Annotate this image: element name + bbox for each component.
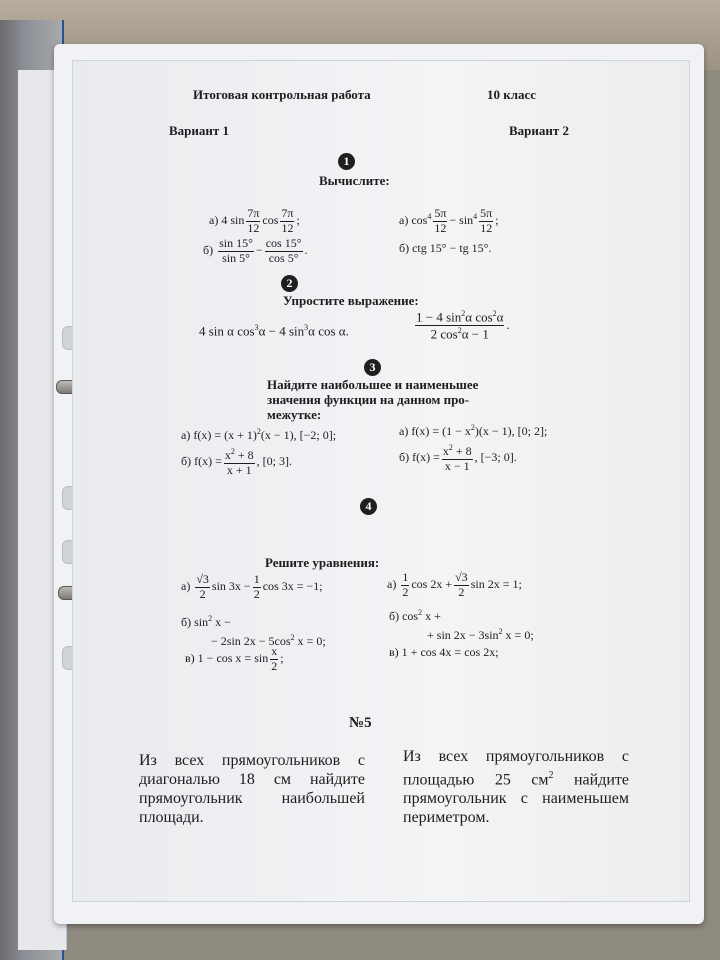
denominator: x − 1 (442, 459, 473, 474)
task-4-heading: Решите уравнения: (265, 555, 380, 570)
worksheet-title: Итоговая контрольная работа (193, 87, 371, 102)
expr-text: , [−3; 0]. (474, 450, 517, 465)
exponent: 3 (304, 323, 309, 332)
expr-text: ; (495, 213, 499, 228)
exponent: 3 (254, 323, 259, 332)
task-4-v2-c (389, 645, 499, 660)
task-number-4: 4 (360, 498, 377, 515)
numerator: √3 (455, 570, 468, 584)
task-number-3: 3 (364, 359, 381, 376)
expr-text: x = 0; (505, 628, 534, 642)
item-label: б) (181, 615, 192, 629)
expr-text: cos 2x + (411, 577, 453, 592)
expr-text: cos (402, 609, 419, 623)
expr-text: , [0; 3]. (256, 454, 292, 469)
expr-text: − (255, 243, 263, 258)
fraction (433, 207, 447, 236)
denominator: 2 (195, 587, 210, 602)
task-5-v2-text (403, 747, 629, 827)
task-1-v1-a (209, 207, 300, 236)
variant-2-label: Вариант 2 (509, 123, 570, 138)
fraction (246, 207, 260, 236)
exponent: 2 (208, 614, 213, 623)
grade-label: 10 класс (487, 87, 537, 102)
item-label: а) (209, 213, 219, 228)
numerator: 7π (281, 206, 294, 220)
task-1-v2-a (399, 207, 499, 236)
expr-text: + 8 (237, 448, 254, 462)
equation-line (181, 611, 326, 630)
expr-text: x (224, 448, 231, 462)
exponent: 2 (230, 447, 235, 456)
expr-text: sin 3x − (211, 579, 251, 594)
task-4-v1-a (181, 573, 323, 602)
expr-text: cos (411, 213, 428, 228)
expr-text: sin 2x = 1; (470, 577, 522, 592)
exponent: 2 (470, 423, 475, 432)
expr-text: α cos α. (308, 323, 349, 339)
worksheet-page (72, 60, 690, 902)
variant-1-label: Вариант 1 (169, 123, 230, 138)
denominator: 2 (402, 584, 409, 599)
expr-text: найдите прямоугольник с наименьшем периметром. (403, 771, 629, 827)
expr-text: . (506, 316, 510, 332)
item-label: а) (399, 213, 409, 228)
task-4-v2-b (389, 605, 534, 643)
task-number-2: 2 (281, 275, 298, 292)
expr-text: α − 4 sin (258, 323, 305, 339)
expr-text: f(x) = (412, 450, 440, 465)
numerator: 1 (402, 570, 409, 584)
denominator (415, 325, 504, 342)
numerator: √3 (196, 572, 209, 586)
expr-text: + sin 2x − 3sin (427, 628, 499, 642)
expr-text: − 2sin 2x − 5cos (211, 634, 291, 648)
denominator: 12 (247, 220, 260, 235)
task-4-v2-a (387, 571, 522, 600)
item-label: а) (399, 424, 409, 438)
denominator: 2 (454, 585, 469, 600)
fraction (479, 207, 493, 236)
expr-text: f(x) = (x + 1) (193, 428, 257, 442)
heading-line: межутке: (267, 407, 322, 422)
fraction (415, 309, 504, 343)
fraction (195, 573, 210, 602)
task-3-v2-b (399, 443, 517, 474)
item-label: а) (387, 577, 397, 592)
denominator: x + 1 (224, 463, 255, 478)
denominator: 12 (434, 220, 447, 235)
item-label: б) (399, 241, 410, 255)
item-label: б) (203, 243, 214, 258)
task-5-v1-text: Из всех прямоугольников с диагональю 18 см найдите прямоугольник наибольшей площади. (139, 752, 365, 826)
exponent: 4 (427, 212, 432, 222)
expr-text: cos (262, 213, 279, 228)
item-label: а) (181, 428, 191, 442)
numerator: 5π (434, 206, 447, 220)
task-3-v2-a (399, 423, 547, 439)
item-label: а) (181, 579, 191, 594)
task-4-v1-c (185, 645, 284, 674)
fraction (218, 237, 254, 266)
expr-text: − sin (449, 213, 474, 228)
fraction (280, 207, 294, 236)
expr-text: + 8 (455, 444, 472, 458)
item-label: б) (181, 454, 192, 469)
task-2-v1 (199, 323, 349, 339)
task-1-v2-b (399, 241, 491, 256)
numerator: 7π (247, 206, 260, 220)
numerator: 1 (253, 572, 260, 586)
fraction (442, 443, 473, 474)
expr-text: . (304, 243, 308, 258)
expr-text: Из всех прямоугольников с площадью 25 см (403, 748, 629, 789)
denominator: cos 5° (265, 251, 303, 266)
equation-line (389, 624, 534, 643)
fraction (253, 573, 261, 602)
expr-text: 2 cos (430, 326, 458, 342)
fraction (224, 447, 255, 478)
exponent: 2 (256, 427, 261, 436)
expr-text: f(x) = (194, 454, 222, 469)
exponent: 2 (548, 770, 554, 781)
item-label: в) (389, 645, 399, 659)
item-label: в) (185, 651, 195, 666)
exponent: 4 (473, 212, 478, 222)
task-3-v1-a (181, 427, 336, 443)
numerator (415, 309, 504, 325)
numerator: cos 15° (265, 236, 302, 250)
numerator (442, 443, 473, 459)
task-1-v1-b (203, 237, 308, 266)
task-2-v2 (413, 309, 510, 343)
numerator: sin 15° (219, 236, 253, 250)
expr-text: α cos (465, 309, 493, 325)
expr-text: x + (425, 609, 441, 623)
expr-text: f(x) = (1 − x (411, 424, 471, 438)
task-5-heading: №5 (349, 715, 372, 731)
heading-line: значения функции на данном про- (267, 392, 470, 407)
numerator (224, 447, 255, 463)
expr-text: 1 − cos x = sin (197, 651, 269, 666)
expr-text: 4 sin α cos (199, 323, 255, 339)
expr-text: (x − 1), [−2; 0]; (260, 428, 337, 442)
denominator: 2 (271, 658, 278, 673)
expr-text: 4 sin (221, 213, 245, 228)
denominator: 12 (281, 220, 294, 235)
fraction (265, 237, 303, 266)
exponent: 2 (492, 309, 497, 318)
expr-text: ctg 15° − tg 15°. (412, 241, 492, 255)
task-3-heading (267, 377, 478, 422)
exponent: 2 (418, 608, 423, 617)
expr-text: α (496, 309, 504, 325)
task-1-heading: Вычислите: (319, 173, 390, 188)
task-3-v1-b (181, 447, 292, 478)
expr-text: cos 3x = −1; (262, 579, 323, 594)
exponent: 2 (498, 627, 503, 636)
expr-text: ; (280, 651, 284, 666)
task-2-heading: Упростите выражение: (283, 293, 419, 308)
denominator: 2 (253, 586, 260, 601)
item-label: б) (399, 450, 410, 465)
expr-text: α − 1 (461, 326, 489, 342)
expr-text: ; (296, 213, 300, 228)
expr-text: x = 0; (297, 634, 326, 648)
fraction (401, 571, 409, 600)
denominator: sin 5° (218, 251, 254, 266)
numerator: x (271, 644, 278, 658)
expr-text: )(x − 1), [0; 2]; (474, 424, 548, 438)
numerator: 5π (480, 206, 493, 220)
denominator: 12 (480, 220, 493, 235)
task-number-1: 1 (338, 153, 355, 170)
task-4-v1-b (181, 611, 326, 649)
exponent: 2 (457, 326, 462, 336)
expr-text: x − (215, 615, 231, 629)
expr-text: 1 + cos 4x = cos 2x; (401, 645, 499, 659)
equation-line (389, 605, 534, 624)
expr-text: 1 − 4 sin (416, 309, 462, 325)
fraction (454, 571, 469, 600)
heading-line: Найдите наибольшее и наименьшее (267, 377, 479, 392)
exponent: 2 (461, 309, 466, 318)
item-label: б) (389, 609, 400, 623)
expr-text: sin (194, 615, 209, 629)
exponent: 2 (448, 443, 453, 452)
fraction (270, 645, 278, 674)
exponent: 2 (290, 633, 295, 642)
expr-text: x (442, 444, 449, 458)
